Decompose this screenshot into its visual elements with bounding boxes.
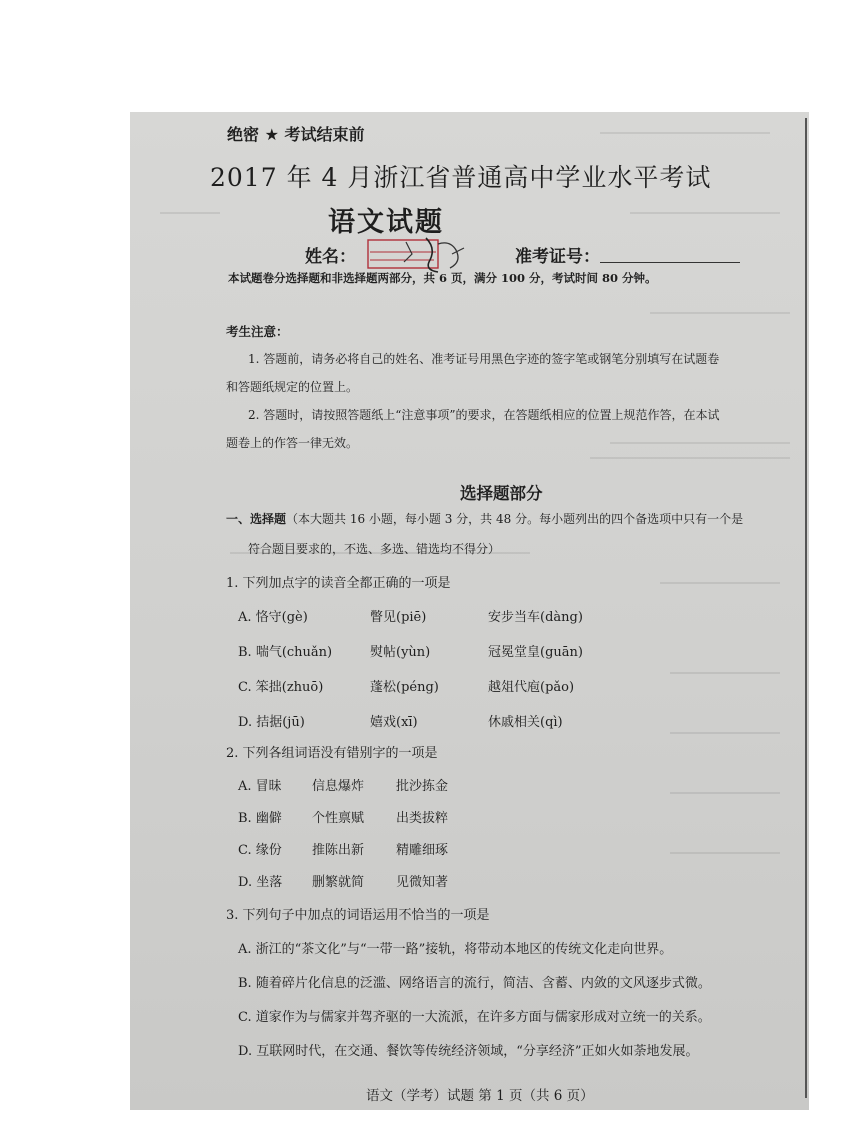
q3-option-b: B. 随着碎片化信息的泛滥、网络语言的流行，简洁、含蓄、内敛的文风逐步式微。: [238, 976, 711, 991]
paper-instructions: 本试题卷分选择题和非选择题两部分，共 6 页，满分 100 分，考试时间 80 分钟。: [228, 271, 657, 285]
exam-id-label: 准考证号：: [515, 247, 600, 267]
notice-item-2-cont: 题卷上的作答一律无效。: [226, 436, 359, 450]
page-footer: 语文（学考）试题 第 1 页（共 6 页）: [366, 1088, 594, 1104]
question-1-stem: 1. 下列加点字的读音全都正确的一项是: [226, 576, 451, 591]
q1-option-a-3: 安步当车(dàng): [488, 610, 583, 625]
q2-option-b-2: 个性禀赋: [312, 811, 365, 826]
section-title: 选择题部分: [460, 484, 543, 503]
q2-option-d-1: D. 坐落: [238, 875, 283, 890]
seal-stamp: [366, 234, 476, 274]
notice-item-1: 1. 答题前，请务必将自己的姓名、准考证号用黑色字迹的签字笔或钢笔分别填写在试题卷: [248, 352, 720, 366]
q2-option-d-3: 见微知著: [396, 875, 449, 890]
q3-option-a: A. 浙江的“茶文化”与“一带一路”接轨，将带动本地区的传统文化走向世界。: [238, 942, 673, 957]
q1-option-d-2: 嬉戏(xī): [370, 715, 418, 730]
q1-option-a-1: A. 恪守(gè): [238, 610, 308, 625]
q2-option-c-1: C. 缘份: [238, 843, 282, 858]
q2-option-d-2: 删繁就简: [312, 875, 365, 890]
q1-option-c-2: 蓬松(péng): [370, 680, 439, 695]
exam-title: 2017 年 4 月浙江省普通高中学业水平考试: [210, 163, 712, 192]
q3-option-c: C. 道家作为与儒家并驾齐驱的一大流派，在许多方面与儒家形成对立统一的关系。: [238, 1010, 711, 1025]
q2-option-c-3: 精雕细琢: [396, 843, 449, 858]
q2-option-a-1: A. 冒昧: [238, 779, 282, 794]
q1-option-a-2: 瞥见(piē): [370, 610, 427, 625]
q2-option-a-2: 信息爆炸: [312, 779, 365, 794]
exam-paper: [130, 112, 809, 1110]
section-heading-cont: 符合题目要求的，不选、多选、错选均不得分）: [248, 542, 501, 556]
q2-option-c-2: 推陈出新: [312, 843, 365, 858]
subject-title: 语文试题: [328, 207, 444, 238]
notice-title: 考生注意：: [226, 324, 289, 339]
exam-id-line: [600, 262, 740, 263]
name-label: 姓名：: [305, 247, 356, 267]
question-3-stem: 3. 下列句子中加点的词语运用不恰当的一项是: [226, 908, 490, 923]
notice-item-1-cont: 和答题纸规定的位置上。: [226, 380, 359, 394]
q1-option-c-1: C. 笨拙(zhuō): [238, 680, 324, 695]
notice-item-2: 2. 答题时，请按照答题纸上“注意事项”的要求，在答题纸相应的位置上规范作答，在本试: [248, 408, 720, 422]
confidential-label: 绝密 ★ 考试结束前: [227, 125, 365, 144]
q3-option-d: D. 互联网时代，在交通、餐饮等传统经济领域，“分享经济”正如火如荼地发展。: [238, 1044, 699, 1059]
q1-option-b-2: 熨帖(yùn): [370, 645, 431, 660]
q1-option-c-3: 越俎代庖(pǎo): [488, 680, 575, 695]
q2-option-a-3: 批沙拣金: [396, 779, 449, 794]
section-heading-text: （本大题共 16 小题，每小题 3 分，共 48 分。每小题列出的四个备选项中只有一个是: [286, 512, 744, 526]
q1-option-d-1: D. 拮据(jū): [238, 715, 305, 730]
section-heading: [226, 510, 743, 527]
question-2-stem: 2. 下列各组词语没有错别字的一项是: [226, 746, 438, 761]
q1-option-b-1: B. 喘气(chuǎn): [238, 645, 333, 660]
section-heading-label: 一、选择题: [226, 512, 287, 526]
q2-option-b-1: B. 幽僻: [238, 811, 282, 826]
q2-option-b-3: 出类拔粹: [396, 811, 449, 826]
q1-option-b-3: 冠冕堂皇(guān): [488, 645, 583, 660]
q1-option-d-3: 休戚相关(qì): [488, 715, 563, 730]
